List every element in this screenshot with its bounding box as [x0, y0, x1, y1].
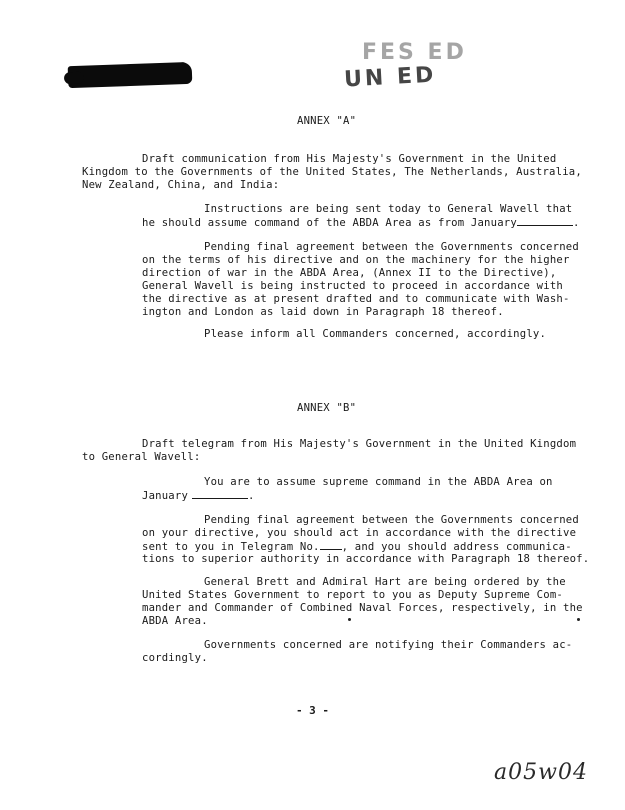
annex-b-para3-line: mander and Commander of Combined Naval Forces, respectively, in the [142, 602, 583, 614]
annex-b-intro-line: Draft telegram from His Majesty's Government in the United Kingdom [142, 438, 577, 450]
annex-b-para2-text-end: , and you should address communica- [341, 541, 572, 553]
annex-b-para1-line: You are to assume supreme command in the ABDA Area on [204, 476, 553, 488]
redaction-mark [68, 62, 193, 88]
telegram-number-blank [320, 540, 342, 550]
annex-b-para2-line [142, 540, 572, 554]
annex-b-para2-text: sent to you in Telegram No. [142, 541, 320, 553]
annex-a-para1-line: Instructions are being sent today to General Wavell that [204, 203, 573, 215]
annex-a-intro-line: Kingdom to the Governments of the United States, The Netherlands, Australia, [82, 166, 582, 178]
stamp-line-2: UN ED [343, 62, 437, 93]
annex-a-intro-line: Draft communication from His Majesty's Government in the United [142, 153, 557, 165]
annex-a-para1-line [142, 216, 580, 230]
annex-a-para1-text: he should assume command of the ABDA Area as from January [142, 217, 517, 229]
annex-a-para2-line: Pending final agreement between the Governments concerned [204, 241, 579, 253]
annex-b-para2-line: on your directive, you should act in accordance with the directive [142, 527, 577, 539]
stamp-line-1: FES ED [362, 40, 467, 65]
handwritten-archive-note: a05w04 [494, 760, 588, 785]
annex-b-para2-line: Pending final agreement between the Governments concerned [204, 514, 579, 526]
annex-b-para3-line: General Brett and Admiral Hart are being ordered by the [204, 576, 566, 588]
annex-b-para1-text: January [142, 490, 189, 502]
annex-b-para3-line: United States Government to report to you as Deputy Supreme Com- [142, 589, 563, 601]
annex-a-para3: Please inform all Commanders concerned, accordingly. [204, 328, 547, 340]
annex-b-para2-line: tions to superior authority in accordance with Paragraph 18 thereof. [142, 553, 590, 565]
annex-a-para2-line: direction of war in the ABDA Area, (Annex II to the Directive), [142, 267, 557, 279]
annex-b-para4-line: Governments concerned are notifying their Commanders ac- [204, 639, 573, 651]
annex-a-para2-line: on the terms of his directive and on the machinery for the higher [142, 254, 570, 266]
annex-a-para1-end: . [572, 217, 580, 229]
annex-a-heading: ANNEX "A" [297, 115, 357, 127]
annex-b-para1-end: . [248, 490, 255, 502]
annex-a-para2-line: General Wavell is being instructed to proceed in accordance with [142, 280, 563, 292]
annex-b-para1-line [142, 489, 255, 503]
date-blank [517, 216, 573, 226]
annex-b-heading: ANNEX "B" [297, 402, 357, 414]
page-number: - 3 - [295, 704, 330, 717]
annex-a-para2-line: the directive as at present drafted and to communicate with Wash- [142, 293, 570, 305]
annex-b-para3-line: ABDA Area. [142, 615, 208, 627]
annex-b-intro-line: to General Wavell: [82, 451, 201, 463]
annex-b-para4-line: cordingly. [142, 652, 208, 664]
paper-speck [577, 618, 580, 621]
declassification-stamp [343, 40, 514, 93]
annex-a-intro-line: New Zealand, China, and India: [82, 179, 280, 191]
paper-speck [348, 618, 351, 621]
date-blank [192, 489, 248, 499]
annex-a-para2-line: ington and London as laid down in Paragraph 18 thereof. [142, 306, 504, 318]
